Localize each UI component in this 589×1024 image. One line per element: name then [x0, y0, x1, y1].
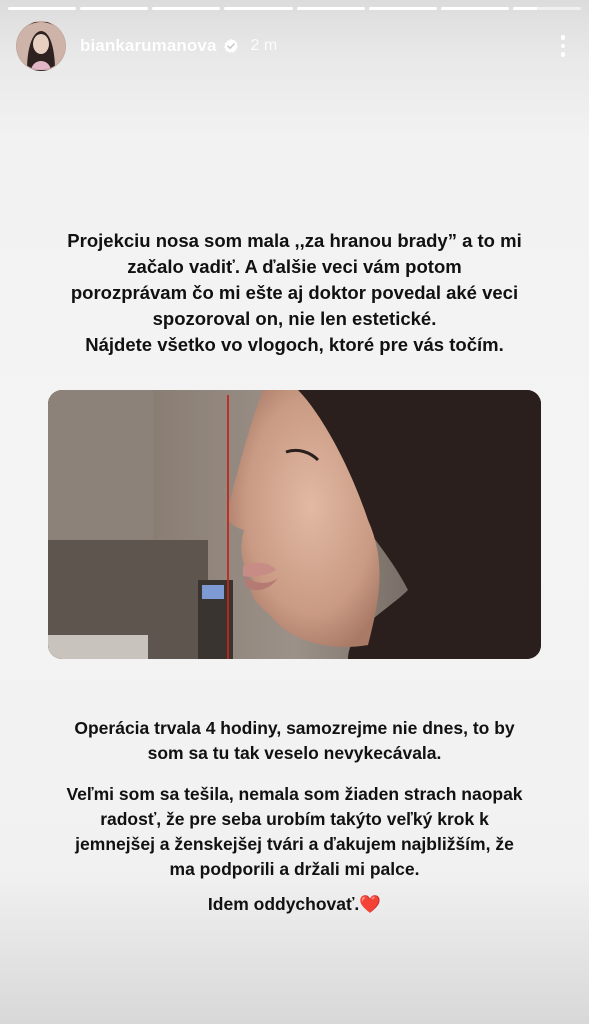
caption-paragraph-2 — [20, 716, 569, 766]
progress-segment — [441, 7, 509, 10]
more-dot — [561, 44, 566, 49]
caption-line: Operácia trvala 4 hodiny, samozrejme nie dnes, to by — [74, 718, 515, 738]
caption-line: Veľmi som sa tešila, nemala som žiaden strach naopak — [66, 784, 523, 804]
progress-segment — [80, 7, 148, 10]
more-options-button[interactable] — [553, 32, 573, 60]
username[interactable]: biankarumanova — [80, 36, 217, 55]
progress-segment — [297, 7, 365, 10]
caption-paragraph-3 — [20, 782, 569, 882]
caption-closing: Idem oddychovať. — [207, 894, 360, 914]
caption-line: jemnejšej a ženskejšej tvári a ďakujem najbližším, že — [75, 834, 514, 854]
more-vertical-icon — [561, 35, 566, 40]
progress-segment — [513, 7, 581, 10]
story-progress-bar — [8, 7, 581, 10]
post-time: 2 m — [250, 37, 278, 54]
caption-paragraph-1 — [20, 228, 569, 358]
caption-line: ma podporili a držali mi palce. — [169, 859, 420, 879]
progress-segment — [152, 7, 220, 10]
story-header — [16, 22, 573, 70]
caption-line: porozprávam čo mi ešte aj doktor povedal aké veci — [70, 282, 519, 303]
heart-icon: ❤️ — [359, 894, 382, 914]
caption-line: radosť, že pre seba urobím takýto veľký krok k — [100, 809, 489, 829]
verified-badge-icon — [223, 38, 239, 54]
caption-paragraph-4 — [20, 892, 569, 917]
progress-segment — [369, 7, 437, 10]
caption-line: spozoroval on, nie len estetické. — [152, 308, 437, 329]
more-dot — [561, 52, 566, 57]
progress-segment — [224, 7, 292, 10]
profile-photo — [48, 390, 541, 659]
avatar-icon — [17, 22, 65, 70]
caption-line: začalo vadiť. A ďalšie veci vám potom — [127, 256, 462, 277]
avatar[interactable] — [16, 21, 66, 71]
caption-line: Nájdete všetko vo vlogoch, ktoré pre vás točím. — [85, 334, 504, 355]
caption-line: som sa tu tak veselo nevykecávala. — [147, 743, 442, 763]
progress-segment — [8, 7, 76, 10]
caption-line: Projekciu nosa som mala ,,za hranou brady” a to mi — [67, 230, 522, 251]
